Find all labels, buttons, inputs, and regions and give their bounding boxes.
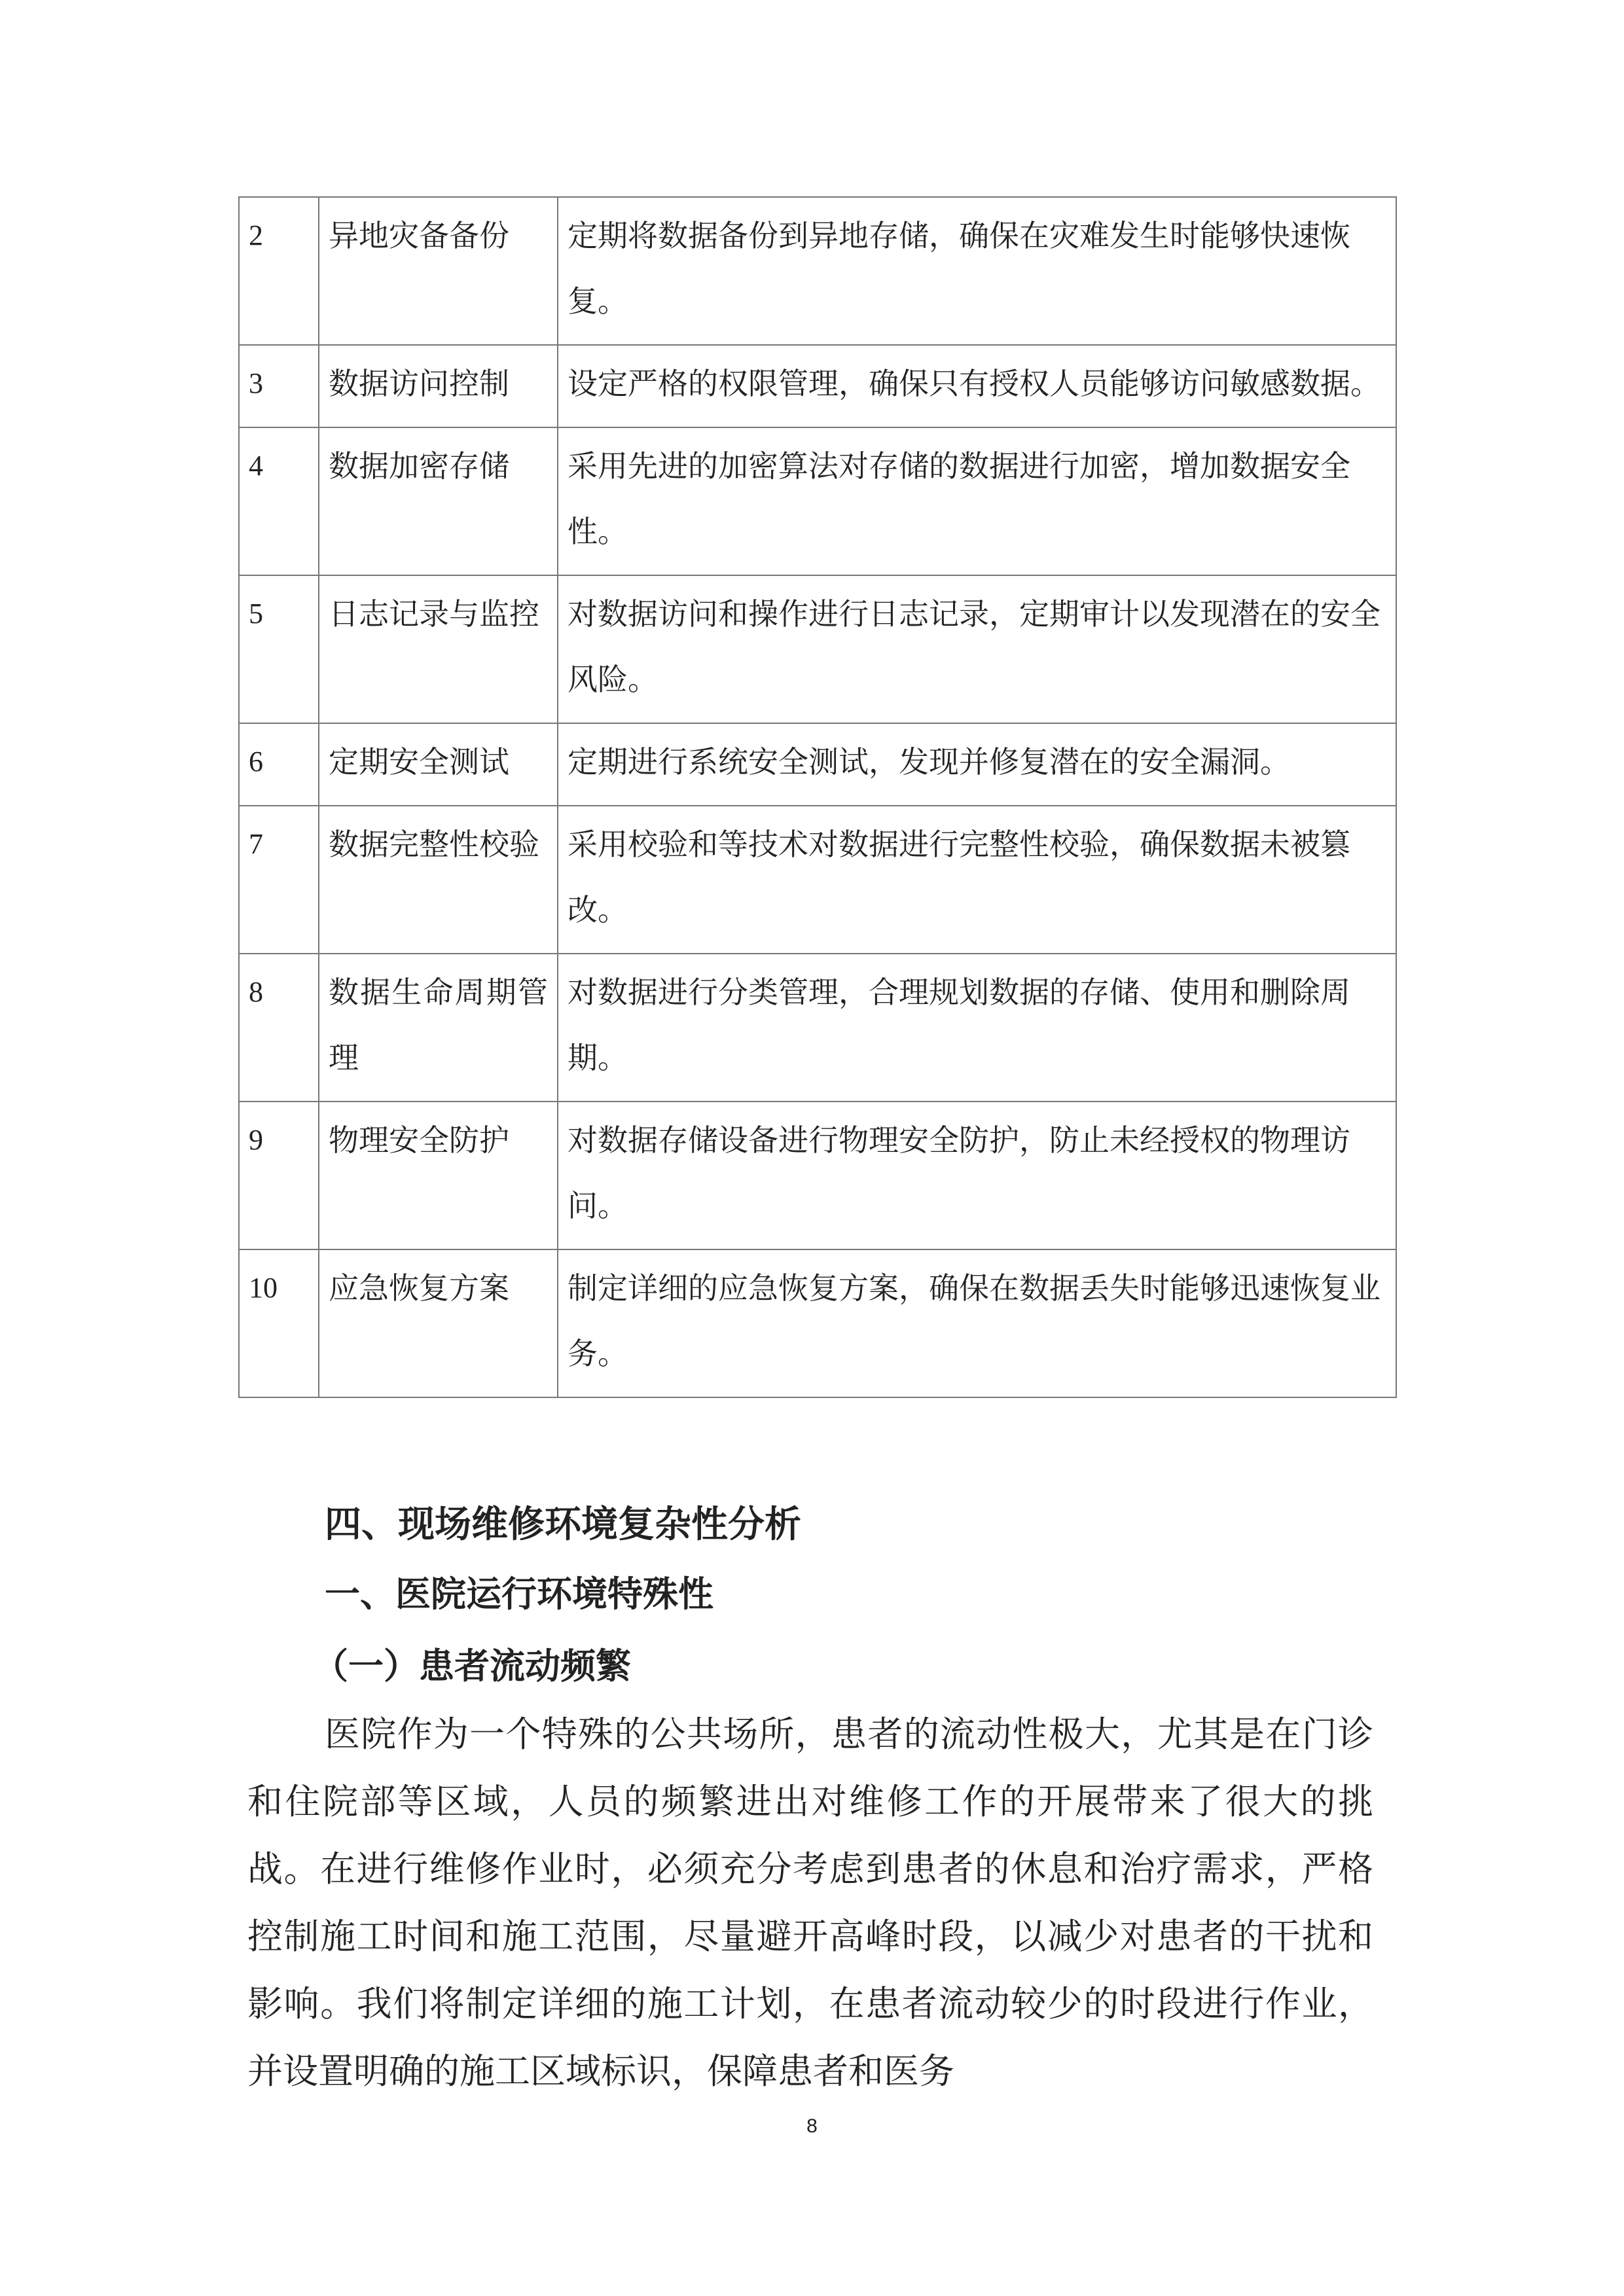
measure-name: 数据访问控制 [319, 345, 558, 427]
measure-name: 应急恢复方案 [319, 1249, 558, 1397]
table-row [239, 806, 1396, 954]
row-number: 4 [239, 427, 319, 575]
measure-description: 定期进行系统安全测试，发现并修复潜在的安全漏洞。 [558, 723, 1396, 806]
measure-description: 采用先进的加密算法对存储的数据进行加密，增加数据安全性。 [558, 427, 1396, 575]
measure-name: 日志记录与监控 [319, 575, 558, 723]
table-row [239, 575, 1396, 723]
measure-name: 定期安全测试 [319, 723, 558, 806]
row-number: 2 [239, 197, 319, 345]
table-row [239, 954, 1396, 1102]
measure-name: 数据加密存储 [319, 427, 558, 575]
body-paragraph: 医院作为一个特殊的公共场所，患者的流动性极大，尤其是在门诊和住院部等区域，人员的频繁进出对维修工作的开展带来了很大的挑战。在进行维修作业时，必须充分考虑到患者的休息和治疗需求，严格控制施工时间和施工范围，尽量避开高峰时段，以减少对患者的干扰和影响。我们将制定详细的施工计划，在患者流动较少的时段进行作业，并设置明确的施工区域标识，保障患者和医务 [247, 1713, 1373, 2092]
table-row [239, 197, 1396, 345]
measure-description: 对数据访问和操作进行日志记录，定期审计以发现潜在的安全风险。 [558, 575, 1396, 723]
measure-description: 设定严格的权限管理，确保只有授权人员能够访问敏感数据。 [558, 345, 1396, 427]
measure-description: 对数据存储设备进行物理安全防护，防止未经授权的物理访问。 [558, 1102, 1396, 1249]
measure-name: 物理安全防护 [319, 1102, 558, 1249]
row-number: 8 [239, 954, 319, 1102]
measure-description: 对数据进行分类管理，合理规划数据的存储、使用和删除周期。 [558, 954, 1396, 1102]
section-heading: 四、现场维修环境复杂性分析 [325, 1503, 801, 1546]
table-row [239, 427, 1396, 575]
measure-name: 异地灾备备份 [319, 197, 558, 345]
page-number: 8 [806, 2115, 818, 2137]
measure-name: 数据完整性校验 [319, 806, 558, 954]
row-number: 5 [239, 575, 319, 723]
table-row [239, 1249, 1396, 1397]
row-number: 10 [239, 1249, 319, 1397]
security-measures-table [238, 196, 1397, 1398]
measure-description: 定期将数据备份到异地存储，确保在灾难发生时能够快速恢复。 [558, 197, 1396, 345]
measure-name: 数据生命周期管理 [319, 954, 558, 1102]
row-number: 9 [239, 1102, 319, 1249]
table-row [239, 723, 1396, 806]
measure-description: 制定详细的应急恢复方案，确保在数据丢失时能够迅速恢复业务。 [558, 1249, 1396, 1397]
row-number: 7 [239, 806, 319, 954]
table-row [239, 1102, 1396, 1249]
subheading-level-1: 一、医院运行环境特殊性 [325, 1573, 713, 1615]
subheading-level-2: （一）患者流动频繁 [313, 1645, 631, 1687]
row-number: 3 [239, 345, 319, 427]
table-row [239, 345, 1396, 427]
measure-description: 采用校验和等技术对数据进行完整性校验，确保数据未被篡改。 [558, 806, 1396, 954]
row-number: 6 [239, 723, 319, 806]
